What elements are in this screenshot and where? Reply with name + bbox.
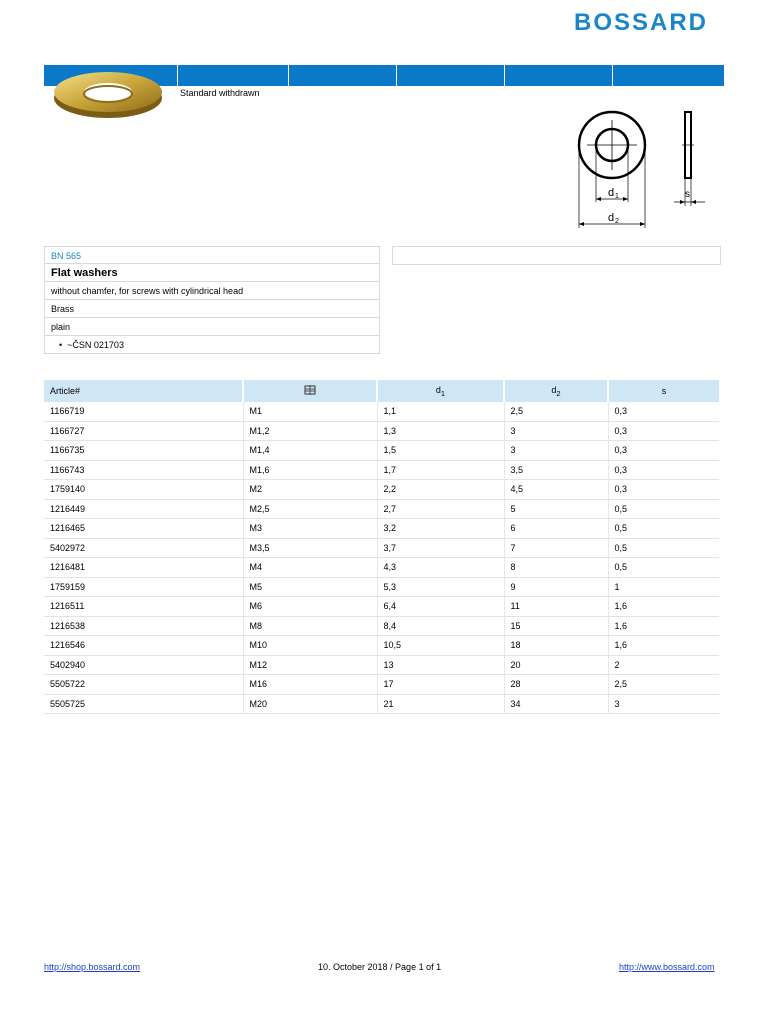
washer-technical-drawing (560, 100, 720, 235)
cell-s: 0,5 (608, 499, 720, 519)
cell-d1: 1,7 (377, 460, 504, 480)
table-row (44, 655, 720, 675)
table-row (44, 577, 720, 597)
d1-sub-label: 1 (615, 193, 619, 200)
table-row (44, 616, 720, 636)
equivalent-standard (44, 336, 380, 354)
cell-d1: 1,3 (377, 421, 504, 441)
table-row (44, 558, 720, 578)
cell-thread: M8 (243, 616, 377, 636)
col-header-d2-text: d (551, 384, 557, 395)
cell-thread: M2 (243, 480, 377, 500)
table-row (44, 441, 720, 461)
table-row (44, 538, 720, 558)
cell-s: 3 (608, 694, 720, 714)
cell-s: 0,3 (608, 460, 720, 480)
cell-article: 1216449 (44, 499, 243, 519)
cell-d1: 1,5 (377, 441, 504, 461)
header-bar-cell (288, 65, 397, 86)
cell-d1: 2,2 (377, 480, 504, 500)
cell-d1: 3,2 (377, 519, 504, 539)
cell-thread: M1,4 (243, 441, 377, 461)
product-material: Brass (44, 300, 380, 318)
equivalent-standard-text: ~ČSN 021703 (67, 340, 124, 350)
cell-thread: M6 (243, 597, 377, 617)
cell-d1: 21 (377, 694, 504, 714)
cell-article: 5505722 (44, 675, 243, 695)
table-row (44, 402, 720, 421)
cell-d2: 20 (504, 655, 608, 675)
brand-logo: BOSSARD (574, 9, 709, 36)
table-row (44, 480, 720, 500)
cell-article: 1166735 (44, 441, 243, 461)
cell-d2: 28 (504, 675, 608, 695)
cell-thread: M3,5 (243, 538, 377, 558)
cell-d2: 3,5 (504, 460, 608, 480)
d1-label: d (608, 187, 615, 199)
d2-label: d (608, 212, 615, 224)
col-header-d1-sub: 1 (440, 388, 446, 398)
d2-sub-label: 2 (615, 218, 619, 225)
cell-thread: M1,2 (243, 421, 377, 441)
table-row (44, 675, 720, 695)
cell-d2: 8 (504, 558, 608, 578)
cell-article: 1216511 (44, 597, 243, 617)
cell-s: 0,5 (608, 558, 720, 578)
empty-info-box (392, 246, 721, 265)
cell-thread: M12 (243, 655, 377, 675)
col-header-d1 (377, 380, 504, 402)
cell-d2: 11 (504, 597, 608, 617)
cell-thread: M2,5 (243, 499, 377, 519)
header-bar-cell (396, 65, 505, 86)
cell-article: 1166743 (44, 460, 243, 480)
product-finish: plain (44, 318, 380, 336)
cell-article: 1166727 (44, 421, 243, 441)
cell-d1: 13 (377, 655, 504, 675)
standard-title: DIN 433 (186, 3, 234, 18)
cell-s: 0,3 (608, 480, 720, 500)
cell-article: 1216481 (44, 558, 243, 578)
table-row (44, 421, 720, 441)
cell-s: 0,3 (608, 421, 720, 441)
cell-d1: 6,4 (377, 597, 504, 617)
cell-d2: 3 (504, 441, 608, 461)
cell-thread: M16 (243, 675, 377, 695)
cell-article: 1216538 (44, 616, 243, 636)
cell-thread: M1 (243, 402, 377, 421)
cell-thread: M20 (243, 694, 377, 714)
product-description: without chamfer, for screws with cylindrical head (44, 282, 380, 300)
cell-d2: 9 (504, 577, 608, 597)
cell-d2: 4,5 (504, 480, 608, 500)
cell-d2: 15 (504, 616, 608, 636)
cell-d1: 1,1 (377, 402, 504, 421)
footer-website-link[interactable] (619, 962, 715, 972)
cell-article: 5402972 (44, 538, 243, 558)
cell-d2: 34 (504, 694, 608, 714)
dimensions-table (44, 380, 721, 714)
cell-article: 5402940 (44, 655, 243, 675)
table-row (44, 499, 720, 519)
cell-article: 1216465 (44, 519, 243, 539)
footer-shop-link[interactable] (44, 962, 140, 972)
website-link[interactable]: http://www.bossard.com (619, 962, 715, 972)
cell-thread: M4 (243, 558, 377, 578)
product-name: Flat washers (44, 264, 380, 282)
header-bar-cell (504, 65, 613, 86)
s-label: s (685, 189, 690, 200)
footer-page-info: 10. October 2018 / Page 1 of 1 (318, 962, 442, 972)
cell-s: 1,6 (608, 597, 720, 617)
cell-article: 1759159 (44, 577, 243, 597)
cell-d1: 8,4 (377, 616, 504, 636)
table-row (44, 460, 720, 480)
col-header-article: Article# (44, 380, 243, 402)
table-row (44, 694, 720, 714)
header-bar-cell (177, 65, 288, 86)
cell-d1: 5,3 (377, 577, 504, 597)
table-header-row (44, 380, 720, 402)
col-header-d2 (504, 380, 608, 402)
cell-thread: M3 (243, 519, 377, 539)
shop-link[interactable]: http://shop.bossard.com (44, 962, 141, 972)
table-row (44, 519, 720, 539)
table-row (44, 597, 720, 617)
cell-d2: 6 (504, 519, 608, 539)
bullet-icon: • (59, 340, 68, 350)
col-header-thread (243, 380, 377, 402)
header-bar-cell (612, 65, 725, 86)
cell-d1: 2,7 (377, 499, 504, 519)
col-header-d1-text: d (435, 384, 441, 395)
cell-thread: M1,6 (243, 460, 377, 480)
col-header-d2-sub: 2 (556, 388, 561, 398)
cell-d2: 5 (504, 499, 608, 519)
thread-size-icon (304, 385, 316, 395)
standard-status: Standard withdrawn (180, 88, 260, 98)
cell-thread: M5 (243, 577, 377, 597)
cell-s: 1,6 (608, 616, 720, 636)
cell-article: 1166719 (44, 402, 243, 421)
cell-d2: 18 (504, 636, 608, 656)
product-info-box (44, 246, 380, 354)
cell-s: 2,5 (608, 675, 720, 695)
cell-d2: 2,5 (504, 402, 608, 421)
cell-article: 5505725 (44, 694, 243, 714)
cell-s: 0,3 (608, 441, 720, 461)
cell-d2: 7 (504, 538, 608, 558)
cell-s: 1 (608, 577, 720, 597)
washer-product-image (52, 60, 170, 120)
product-code: BN 565 (44, 246, 380, 264)
col-header-s: s (608, 380, 720, 402)
cell-s: 0,5 (608, 538, 720, 558)
table-row (44, 636, 720, 656)
cell-thread: M10 (243, 636, 377, 656)
cell-d1: 10,5 (377, 636, 504, 656)
cell-d2: 3 (504, 421, 608, 441)
cell-article: 1759140 (44, 480, 243, 500)
cell-d1: 4,3 (377, 558, 504, 578)
cell-s: 0,5 (608, 519, 720, 539)
cell-s: 0,3 (608, 402, 720, 421)
cell-d1: 3,7 (377, 538, 504, 558)
cell-d1: 17 (377, 675, 504, 695)
cell-article: 1216546 (44, 636, 243, 656)
cell-s: 1,6 (608, 636, 720, 656)
cell-s: 2 (608, 655, 720, 675)
